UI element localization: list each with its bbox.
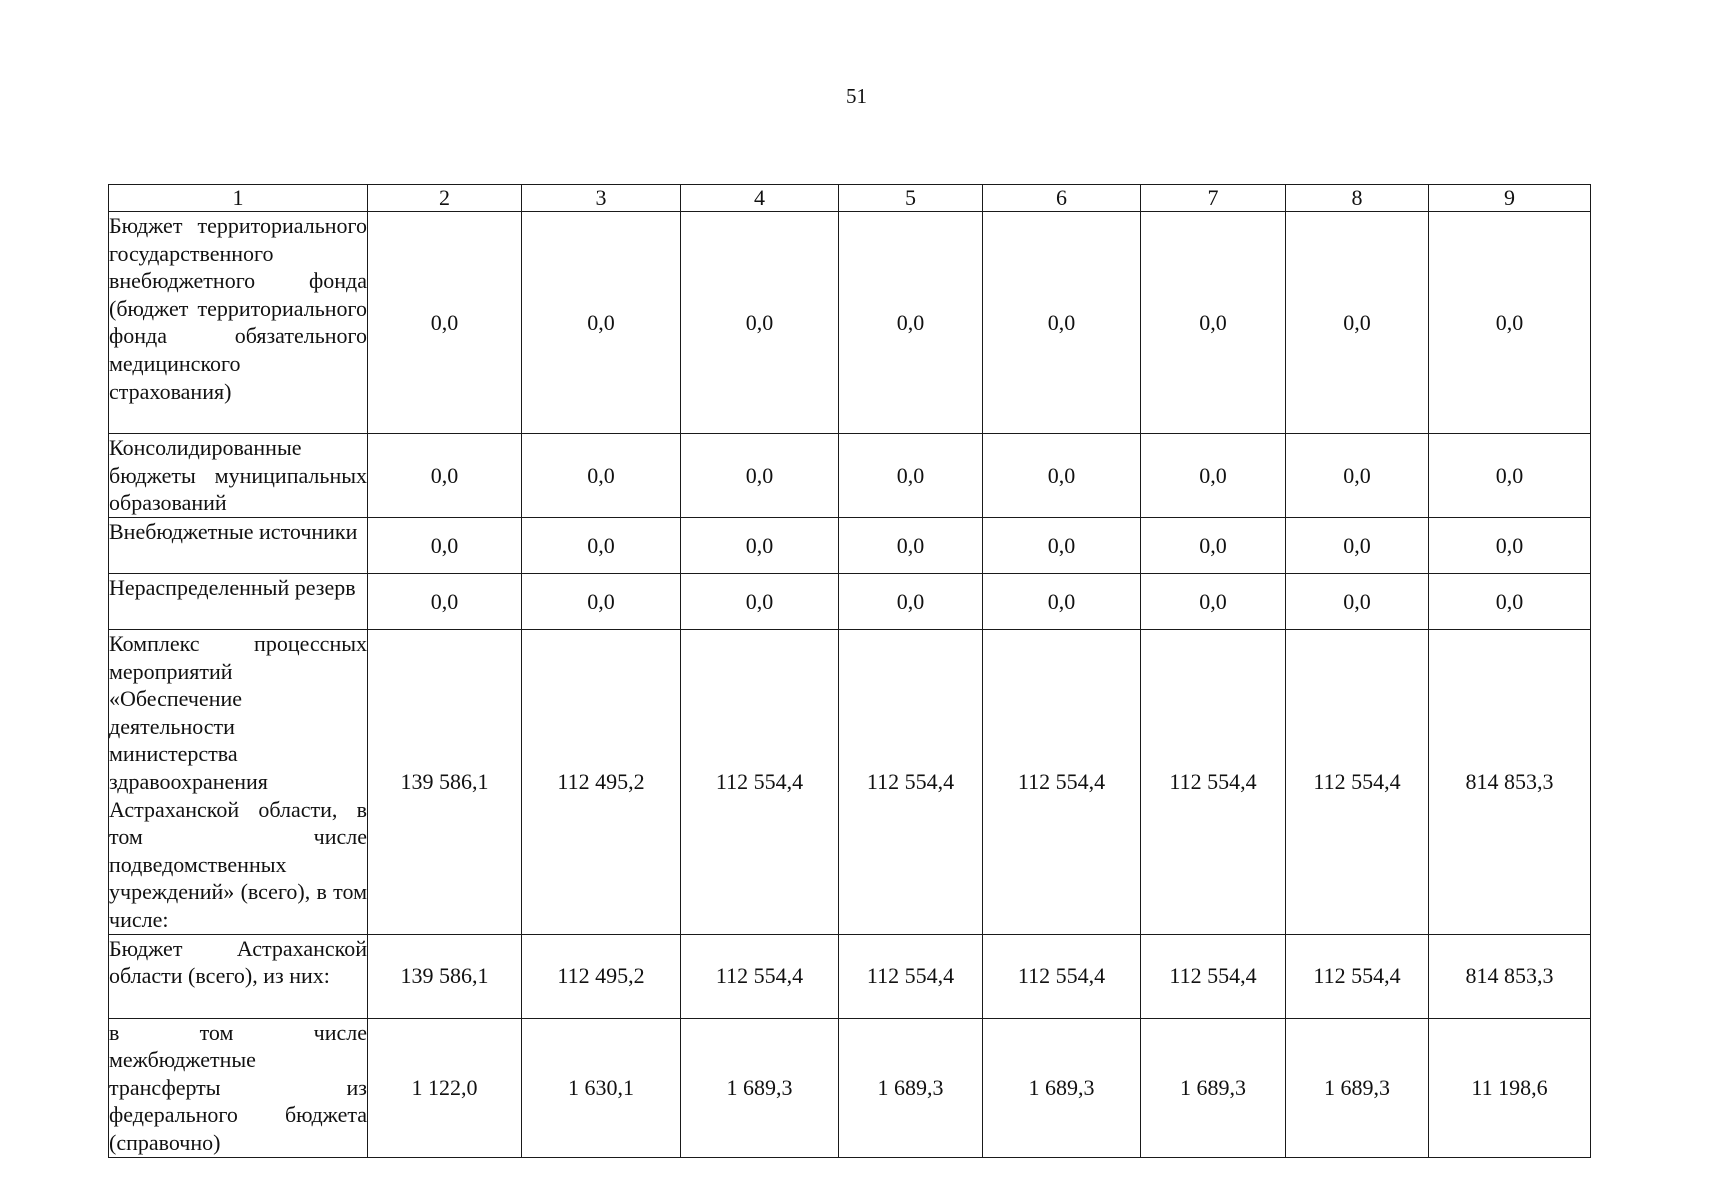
table-cell: 0,0 (1286, 212, 1429, 434)
table-cell: 814 853,3 (1429, 934, 1591, 1018)
row-label: в том числе межбюджетные трансферты из федерального бюджета (справочно) (109, 1018, 368, 1157)
row-label: Бюджет Астраханской области (всего), из них: (109, 934, 368, 1018)
table-cell: 0,0 (681, 518, 839, 574)
table-cell: 1 689,3 (1286, 1018, 1429, 1157)
table-cell: 112 554,4 (983, 934, 1141, 1018)
table-cell: 1 689,3 (839, 1018, 983, 1157)
table-row (109, 574, 1591, 630)
table-cell: 0,0 (839, 212, 983, 434)
row-label: Внебюджетные источники (109, 518, 368, 574)
table-cell: 0,0 (1286, 518, 1429, 574)
table-row (109, 434, 1591, 518)
table-cell: 0,0 (522, 212, 681, 434)
table-cell: 0,0 (368, 434, 522, 518)
column-header-7: 7 (1141, 185, 1286, 212)
table-cell: 0,0 (368, 574, 522, 630)
table-cell: 0,0 (522, 434, 681, 518)
table-cell: 1 689,3 (681, 1018, 839, 1157)
table-cell: 0,0 (1286, 574, 1429, 630)
row-label: Консолидированные бюджеты муниципальных образований (109, 434, 368, 518)
table-cell: 112 554,4 (839, 934, 983, 1018)
table-cell: 0,0 (983, 574, 1141, 630)
table-cell: 112 554,4 (839, 630, 983, 935)
table-cell: 11 198,6 (1429, 1018, 1591, 1157)
table-cell: 0,0 (522, 518, 681, 574)
table-cell: 0,0 (839, 434, 983, 518)
table-cell: 1 689,3 (983, 1018, 1141, 1157)
table-cell: 112 554,4 (681, 630, 839, 935)
table-row (109, 1018, 1591, 1157)
row-label: Бюджет территориального государственного внебюджетного фонда (бюджет территориального фонда обязательного медицинского страхования) (109, 212, 368, 434)
table-cell: 0,0 (681, 574, 839, 630)
table-cell: 0,0 (1429, 574, 1591, 630)
table-cell: 139 586,1 (368, 934, 522, 1018)
budget-table (108, 184, 1591, 1158)
table-cell: 0,0 (368, 212, 522, 434)
column-header-1: 1 (109, 185, 368, 212)
table-cell: 112 495,2 (522, 934, 681, 1018)
table-cell: 0,0 (983, 434, 1141, 518)
column-header-9: 9 (1429, 185, 1591, 212)
header-row (109, 185, 1591, 212)
table-cell: 1 122,0 (368, 1018, 522, 1157)
table-cell: 0,0 (1141, 212, 1286, 434)
column-header-2: 2 (368, 185, 522, 212)
table-row (109, 934, 1591, 1018)
table-cell: 0,0 (983, 212, 1141, 434)
table-cell: 112 495,2 (522, 630, 681, 935)
table-cell: 0,0 (1286, 434, 1429, 518)
column-header-3: 3 (522, 185, 681, 212)
table-cell: 0,0 (1429, 434, 1591, 518)
table-cell: 112 554,4 (1286, 630, 1429, 935)
table-cell: 1 630,1 (522, 1018, 681, 1157)
table-cell: 0,0 (983, 518, 1141, 574)
table-cell: 0,0 (1141, 574, 1286, 630)
table-cell: 112 554,4 (1141, 934, 1286, 1018)
table-row (109, 630, 1591, 935)
table-cell: 112 554,4 (983, 630, 1141, 935)
row-label: Комплекс процессных мероприятий «Обеспечение деятельности министерства здравоохранения Астраханской области, в том числе подведомственных учреждений» (всего), в том числе: (109, 630, 368, 935)
table-cell: 139 586,1 (368, 630, 522, 935)
table-cell: 0,0 (839, 518, 983, 574)
column-header-6: 6 (983, 185, 1141, 212)
table-cell: 1 689,3 (1141, 1018, 1286, 1157)
table-cell: 112 554,4 (1141, 630, 1286, 935)
row-label: Нераспределенный резерв (109, 574, 368, 630)
table-row (109, 212, 1591, 434)
table-cell: 0,0 (368, 518, 522, 574)
page-number: 51 (846, 84, 867, 108)
column-header-5: 5 (839, 185, 983, 212)
table-cell: 112 554,4 (681, 934, 839, 1018)
column-header-4: 4 (681, 185, 839, 212)
table-cell: 0,0 (681, 212, 839, 434)
table-cell: 0,0 (1141, 518, 1286, 574)
table-cell: 0,0 (1141, 434, 1286, 518)
table-cell: 0,0 (839, 574, 983, 630)
table-cell: 0,0 (1429, 212, 1591, 434)
table-cell: 112 554,4 (1286, 934, 1429, 1018)
table-cell: 814 853,3 (1429, 630, 1591, 935)
table-cell: 0,0 (1429, 518, 1591, 574)
column-header-8: 8 (1286, 185, 1429, 212)
table-cell: 0,0 (522, 574, 681, 630)
table-row (109, 518, 1591, 574)
table-cell: 0,0 (681, 434, 839, 518)
